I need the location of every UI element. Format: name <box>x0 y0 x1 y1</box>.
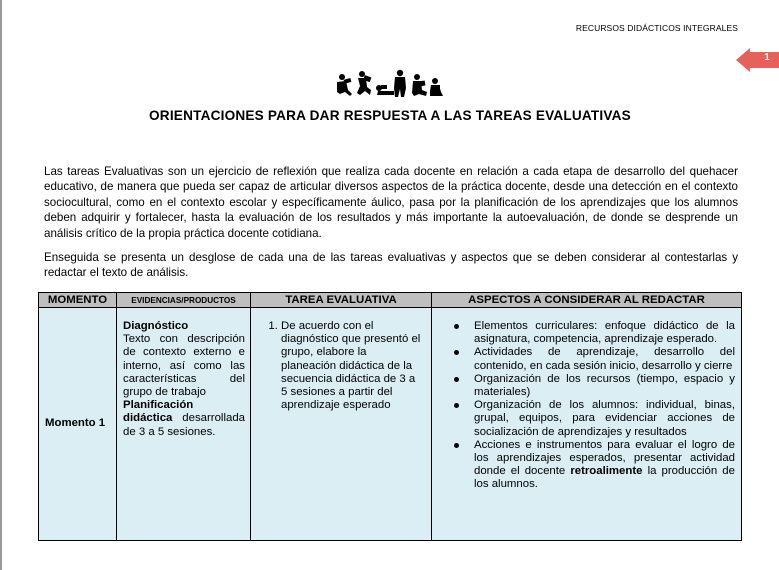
bullet-icon <box>454 403 459 408</box>
aspects-list <box>432 320 735 492</box>
bullet-icon <box>454 377 459 382</box>
moment-cell: Momento 1 <box>39 308 117 541</box>
list-item <box>474 320 735 346</box>
page-number: 1 <box>764 52 770 63</box>
task-list <box>251 320 423 412</box>
evidence-diagnostic-title: Diagnóstico <box>123 320 189 332</box>
header-aspects: ASPECTOS A CONSIDERAR AL REDACTAR <box>432 293 742 308</box>
aspects-cell <box>432 308 742 541</box>
second-paragraph: Enseguida se presenta un desglose de cada una de las tareas evaluativas y aspectos que se deben considerar al contestarlas y redactar el texto de análisis. <box>44 251 738 280</box>
intro-paragraph: Las tareas Evaluativas son un ejercicio de reflexión que realiza cada docente en relación a cada etapa de desarrollo del quehacer educativo, de manera que pueda ser capaz de articular diversos aspectos de la práctica docente, desde una detección en el contexto sociocultural, como en el contexto escolar y específicamente áulico, pasa por la planificación de los aprendizajes que los alumnos deben adquirir y fortalecer, hasta la evaluación de los resultados y más importante la autoevaluación, de donde se desprende un análisis crítico de la propia práctica docente cotidiana. <box>44 165 738 240</box>
reading-figures-logo <box>334 68 444 100</box>
list-item <box>474 346 735 372</box>
aspect-text: Organización de los recursos (tiempo, espacio y materiales) <box>474 372 735 399</box>
aspect-text: Elementos curriculares: enfoque didáctico de la asignatura, competencia, aprendizaje esperado. <box>474 320 735 346</box>
bullet-icon <box>454 324 459 329</box>
aspect-text: Organización de los alumnos: individual, binas, grupal, equipos, para evidenciar acciones de socialización de aprendizajes y resultados <box>474 399 735 438</box>
header-moment: MOMENTO <box>39 293 117 308</box>
document-title: ORIENTACIONES PARA DAR RESPUESTA A LAS TAREAS EVALUATIVAS <box>149 108 631 123</box>
task-cell <box>251 308 432 541</box>
header-task: TAREA EVALUATIVA <box>251 293 432 308</box>
running-header: RECURSOS DIDÁCTICOS INTEGRALES <box>575 23 738 33</box>
page-number-flag <box>736 48 779 72</box>
table-header-row <box>39 293 742 308</box>
bullet-icon <box>454 443 459 448</box>
aspect-text-bold: retroalimente <box>570 465 643 478</box>
list-item <box>474 373 735 399</box>
list-item <box>474 439 735 492</box>
page-left-border <box>0 0 2 570</box>
table-row <box>39 308 742 541</box>
header-evidence: EVIDENCIAS/PRODUCTOS <box>117 293 251 308</box>
bullet-icon <box>454 350 459 355</box>
evidence-diagnostic-text: Texto con descripción de contexto externo e interno, así como las características del grupo de trabajo <box>123 333 245 399</box>
task-item: 1. De acuerdo con el diagnóstico que presentó el grupo, elabore la planeación didáctica de la secuencia didáctica de 3 a 5 sesiones a partir del aprendizaje esperado <box>281 320 423 412</box>
evaluative-tasks-table <box>38 292 742 541</box>
evidence-content <box>117 308 250 439</box>
evidence-planning-title: Planificación didáctica <box>123 399 194 425</box>
aspect-text: Actividades de aprendizaje, desarrollo del contenido, en cada sesión inicio, desarrollo y cierre <box>474 346 735 372</box>
evidence-cell <box>117 308 251 541</box>
aspect-text-before: Acciones e instrumentos para evaluar el logro de los aprendizajes esperados, presentar actividad donde el docente <box>474 438 735 478</box>
evidence-planning-text: desarrollada de 3 a 5 sesiones. <box>123 412 245 438</box>
reading-figures-icon <box>334 68 444 100</box>
aspect-text-after: la producción de los alumnos. <box>474 465 735 491</box>
list-item <box>474 399 735 439</box>
